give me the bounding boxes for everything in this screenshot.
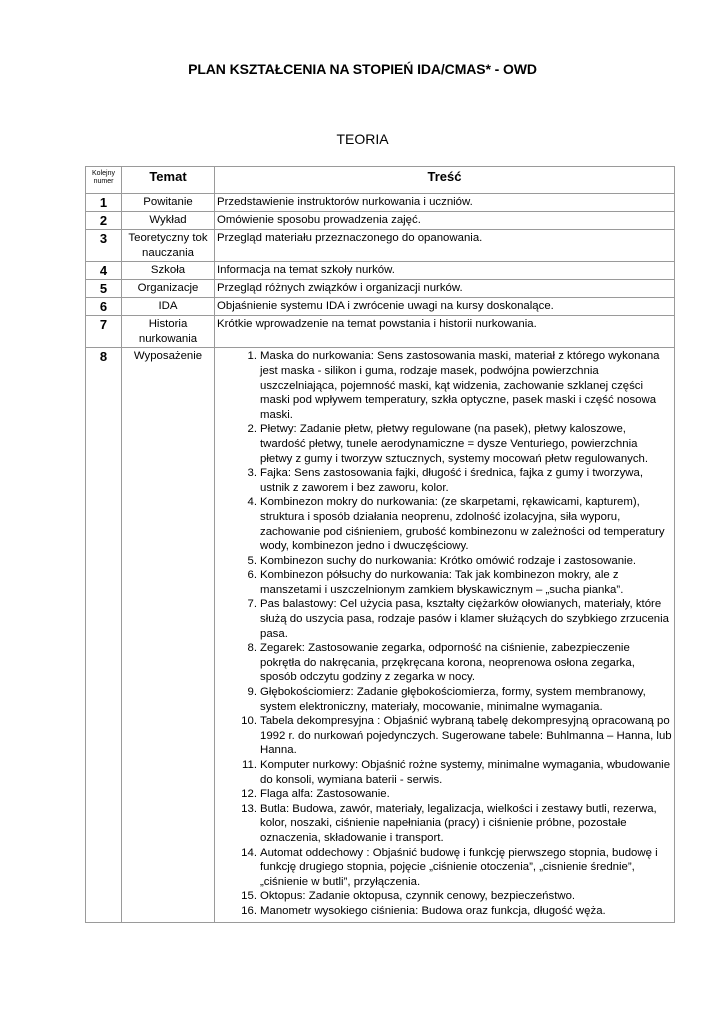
list-item-number: 5. [247,554,257,567]
list-item-number: 13. [241,802,257,815]
row-topic: Powitanie [122,194,215,212]
list-item-number: 9. [247,686,257,699]
list-item-text: Pas balastowy: Cel użycia pasa, kształty ciężarków ołowianych, materiały, które służą do uszycia pasa, rodzaje pasów i klamer służących do szybkiego zrzucenia pasa. [260,598,669,640]
equipment-list [217,349,672,920]
header-number: Kolejny numer [86,167,122,194]
list-item-text: Automat oddechowy : Objaśnić budowę i funkcję pierwszego stopnia, budowę i funkcję drugiego stopnia, pojęcie „ciśnienie otoczenia”, „cisnienie średnie”, „ciśnienie w butli”, przyłączenia. [260,846,658,888]
list-item [217,846,672,890]
list-item-number: 15. [241,890,257,903]
table-row-equipment [86,348,675,922]
row-topic: Organizacje [122,280,215,298]
row-topic: IDA [122,298,215,316]
list-item-number: 6. [247,569,257,582]
row-topic: Teoretyczny tok nauczania [122,230,215,262]
list-item [217,554,672,569]
row-content: Przegląd materiału przeznaczonego do opanowania. [215,230,675,262]
table-header-row [86,167,675,194]
list-item [217,466,672,495]
list-item-number: 12. [241,788,257,801]
list-item [217,422,672,466]
list-item-number: 7. [247,598,257,611]
list-item-text: Maska do nurkowania: Sens zastosowania maski, materiał z którego wykonana jest maska - silikon i guma, rodzaje masek, podwójna powierzchnia uszczelniająca, pojemność maski, kąt widzenia, zachowanie szklanej części maski pod wpływem temperatury, szkła optyczne, pasek maski i część nosowa maski. [260,350,660,421]
table-row [86,194,675,212]
list-item-text: Butla: Budowa, zawór, materiały, legalizacja, wielkości i zestawy butli, rezerwa, kolor, noszaki, ciśnienie napełniania (pracy) i ciśnienie próbne, pozostałe oznaczenia, składowanie i transport. [260,802,657,844]
list-item-text: Zegarek: Zastosowanie zegarka, odporność na ciśnienie, zabezpieczenie pokrętła do nakręcania, przękręcana korona, neoprenowa osłona zegarka, sposób odczytu godziny z zegarka w nocy. [260,642,635,684]
table-row [86,262,675,280]
list-item-number: 3. [247,467,257,480]
row-topic: Historia nurkowania [122,316,215,348]
row-content: Informacja na temat szkoły nurków. [215,262,675,280]
row-topic: Szkoła [122,262,215,280]
list-item [217,685,672,714]
list-item-number: 2. [247,423,257,436]
table-row [86,212,675,230]
row-topic: Wyposażenie [122,348,215,922]
list-item-number: 11. [242,759,257,771]
row-content: Objaśnienie systemu IDA i zwrócenie uwagi na kursy doskonalące. [215,298,675,316]
row-number: 6 [86,298,122,316]
list-item-text: Fajka: Sens zastosowania fajki, długość i średnica, fajka z gumy i tworzywa, ustnik z zaworem i bez zaworu, kolor. [260,467,644,494]
document-title: PLAN KSZTAŁCENIA NA STOPIEŃ IDA/CMAS* - OWD [188,61,537,77]
list-item [217,349,672,422]
list-item-number: 16. [241,904,257,917]
table-row [86,298,675,316]
list-item [217,758,672,787]
list-item [217,714,672,758]
row-number: 1 [86,194,122,212]
list-item [217,904,672,919]
list-item [217,495,672,553]
table-row [86,280,675,298]
list-item-text: Komputer nurkowy: Objaśnić rożne systemy, minimalne wymagania, wbudowanie do konsoli, wymiana baterii - serwis. [260,759,671,786]
row-number: 8 [86,348,122,922]
row-content: Krótkie wprowadzenie na temat powstania i historii nurkowania. [215,316,675,348]
list-item-text: Tabela dekompresyjna : Objaśnić wybraną tabelę dekompresyjną opracowaną po 1992 r. do nurkowań pojedynczych. Sugerowane tabele: Buhlmanna – Hanna, lub Hanna. [260,715,672,757]
header-content: Treść [215,167,675,194]
row-topic: Wykład [122,212,215,230]
row-content: Przegląd różnych związków i organizacji nurków. [215,280,675,298]
row-content [215,348,675,922]
section-title: TEORIA [336,131,389,147]
list-item-text: Płetwy: Zadanie płetw, płetwy regulowane (na pasek), płetwy kaloszowe, twardość płetwy, tunele aerodynamiczne = dysze Venturiego, powierzchnia płetwy z gumy i tworzyw sztucznych, systemy mocowań płetw regulowanych. [260,423,649,465]
list-item-text: Kombinezon suchy do nurkowania: Krótko omówić rodzaje i zastosowanie. [260,554,637,567]
list-item [217,802,672,846]
row-content: Omówienie sposobu prowadzenia zajęć. [215,212,675,230]
row-number: 5 [86,280,122,298]
table-row [86,316,675,348]
list-item-text: Flaga alfa: Zastosowanie. [260,788,390,801]
list-item [217,568,672,597]
table-row [86,230,675,262]
row-number: 2 [86,212,122,230]
list-item [217,787,672,802]
row-content: Przedstawienie instruktorów nurkowania i uczniów. [215,194,675,212]
row-number: 7 [86,316,122,348]
list-item [217,597,672,641]
list-item-text: Kombinezon mokry do nurkowania: (ze skarpetami, rękawicami, kapturem), struktura i sposób działania neoprenu, zdolność izolacyjna, siła wyporu, zachowanie pod ciśnieniem, grubość kombinezonu w zależności od temperatury wody, kombinezon jedno i dwuczęściowy. [260,496,665,553]
row-number: 3 [86,230,122,262]
list-item-number: 1. [247,350,257,363]
list-item-text: Kombinezon półsuchy do nurkowania: Tak jak kombinezon mokry, ale z manszetami i uszczelnionym zamkiem błyskawicznym – „sucha pianka”. [260,569,624,596]
list-item-text: Głębokościomierz: Zadanie głębokościomierza, formy, system membranowy, system elektroniczny, materiały, mocowanie, minimalne wymagania. [260,686,646,713]
curriculum-table [85,166,675,923]
list-item-number: 10. [241,715,257,728]
list-item-number: 14. [241,846,257,859]
list-item [217,889,672,904]
list-item-text: Oktopus: Zadanie oktopusa, czynnik cenowy, bezpieczeństwo. [260,890,576,903]
list-item [217,641,672,685]
list-item-number: 4. [247,496,257,509]
header-topic: Temat [122,167,215,194]
list-item-text: Manometr wysokiego ciśnienia: Budowa oraz funkcja, długość węża. [260,904,606,917]
list-item-number: 8. [247,642,257,655]
row-number: 4 [86,262,122,280]
